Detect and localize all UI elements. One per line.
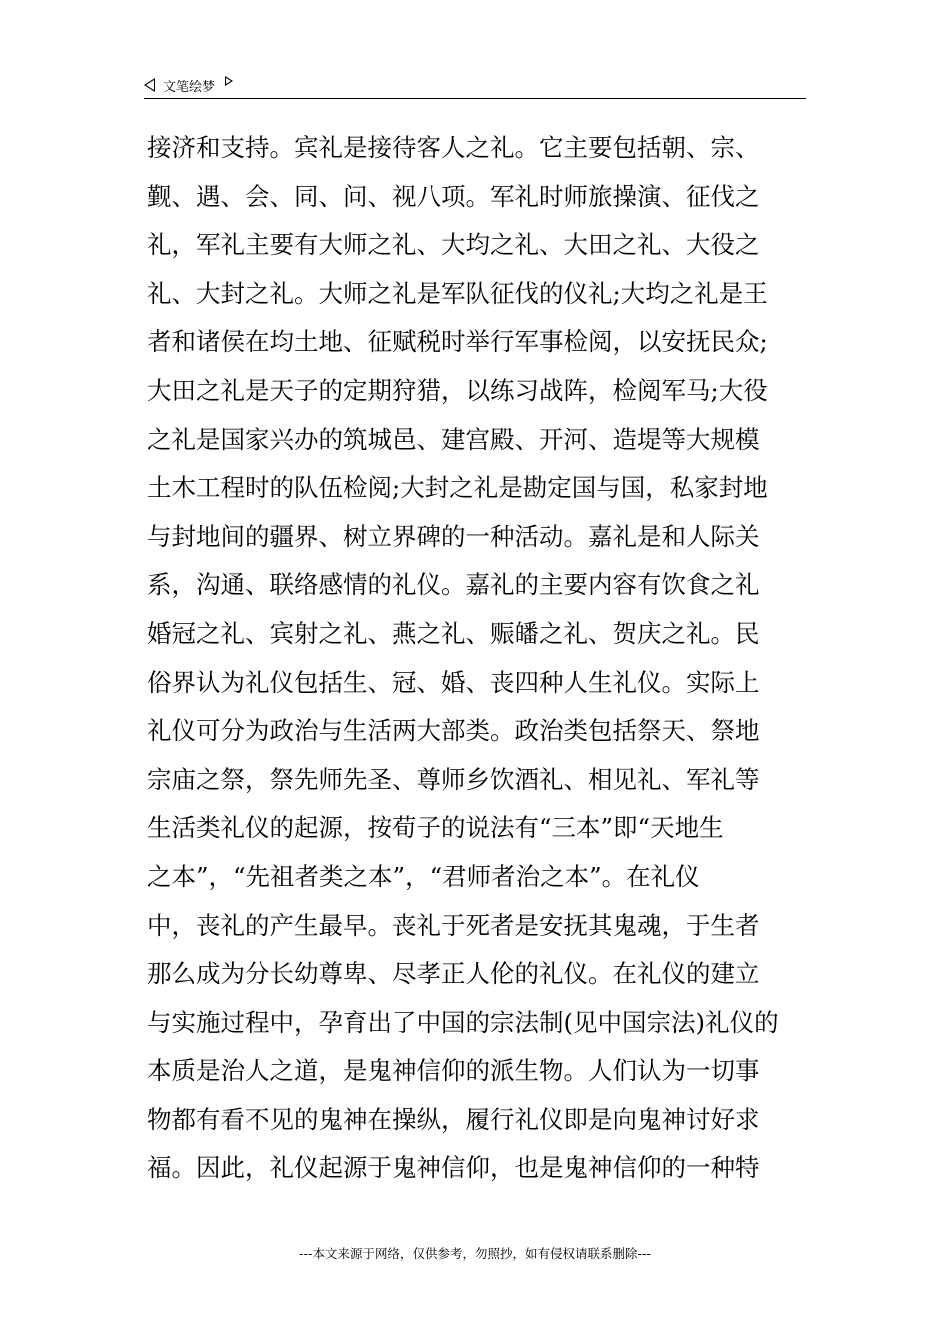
text-line: 福。因此，礼仪起源于鬼神信仰，也是鬼神信仰的一种特 <box>147 1153 760 1183</box>
text-line: 与实施过程中，孕育出了中国的宗法制(见中国宗法)礼仪的 <box>147 1007 779 1037</box>
text-line: 宗庙之祭，祭先师先圣、尊师乡饮酒礼、相见礼、军礼等 <box>147 764 760 794</box>
header-title: 文笔绘梦 <box>163 79 216 95</box>
text-line: 系，沟通、联络感情的礼仪。嘉礼的主要内容有饮食之礼 <box>147 570 760 600</box>
text-line: 接济和支持。宾礼是接待客人之礼。它主要包括朝、宗、 <box>147 133 760 162</box>
text-line: 者和诸侯在均土地、征赋税时举行军事检阅，以安抚民众; <box>147 327 768 357</box>
text-line: 与封地间的疆界、树立界碑的一种活动。嘉礼是和人际关 <box>147 521 760 551</box>
text-line: 俗界认为礼仪包括生、冠、婚、丧四种人生礼仪。实际上 <box>147 667 760 697</box>
text-line: 土木工程时的队伍检阅;大封之礼是勘定国与国，私家封地 <box>147 473 768 503</box>
text-line: 礼，军礼主要有大师之礼、大均之礼、大田之礼、大役之 <box>147 230 760 260</box>
text-line: 本质是治人之道，是鬼神信仰的派生物。人们认为一切事 <box>147 1056 760 1086</box>
document-body <box>147 124 809 1193</box>
text-line: 生活类礼仪的起源，按荀子的说法有“三本”即“天地生 <box>147 813 724 843</box>
text-line: 之本”，“先祖者类之本”，“君师者治之本”。在礼仪 <box>147 861 700 891</box>
text-line: 那么成为分长幼尊卑、尽孝正人伦的礼仪。在礼仪的建立 <box>147 959 760 989</box>
text-line: 觐、遇、会、同、问、视八项。军礼时师旅操演、征伐之 <box>147 181 760 211</box>
page-header <box>144 72 806 99</box>
triangle-left-outline-icon <box>144 78 155 92</box>
text-line: 大田之礼是天子的定期狩猎，以练习战阵，检阅军马;大役 <box>147 375 768 405</box>
text-line: 婚冠之礼、宾射之礼、燕之礼、赈皤之礼、贺庆之礼。民 <box>147 618 760 648</box>
triangle-right-outline-icon <box>225 76 233 86</box>
text-line: 礼仪可分为政治与生活两大部类。政治类包括祭天、祭地 <box>147 716 760 746</box>
text-line: 物都有看不见的鬼神在操纵，履行礼仪即是向鬼神讨好求 <box>147 1104 760 1134</box>
text-line: 中，丧礼的产生最早。丧礼于死者是安抚其鬼魂，于生者 <box>147 910 760 940</box>
text-line: 之礼是国家兴办的筑城邑、建宫殿、开河、造堤等大规模 <box>147 424 760 454</box>
text-line: 礼、大封之礼。大师之礼是军队征伐的仪礼;大均之礼是王 <box>147 278 768 308</box>
page-footer: ---本文来源于网络，仅供参考，勿照抄，如有侵权请联系删除--- <box>298 1246 652 1261</box>
